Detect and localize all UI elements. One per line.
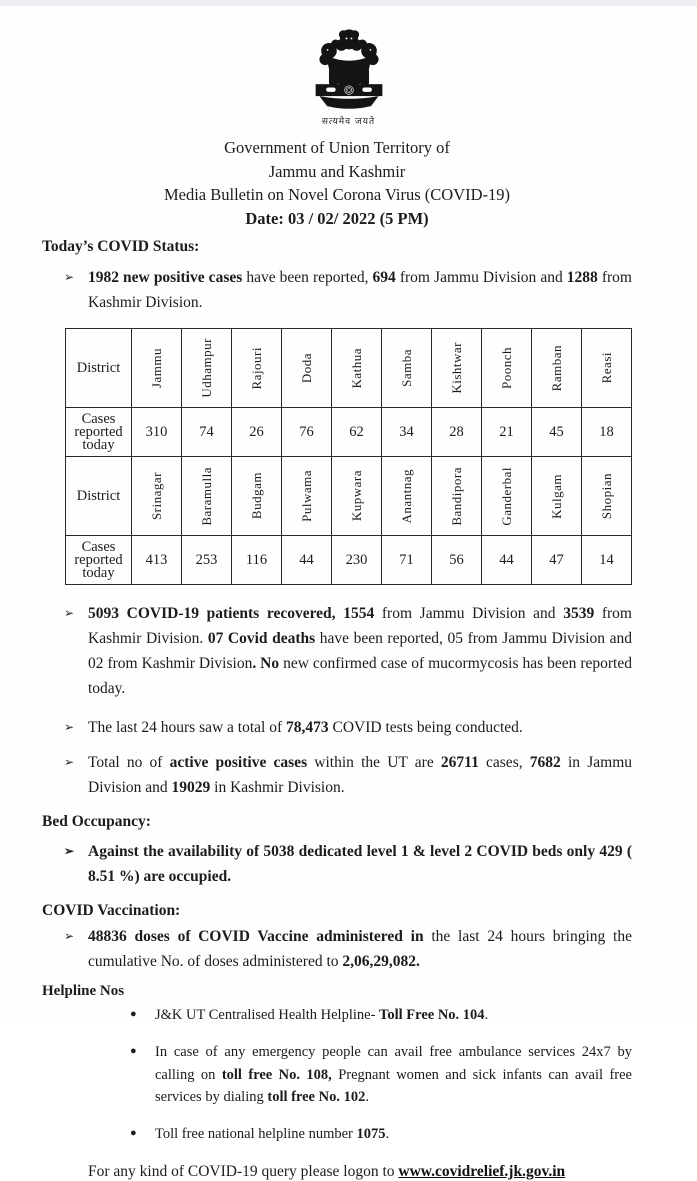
cases-cell: 45 (532, 408, 582, 457)
satyameva-jayate-motto: सत्यमेव जयते (321, 117, 376, 127)
cases-cell: 62 (332, 408, 382, 457)
recovered-deaths-text: 5093 COVID-19 patients recovered, 1554 from Jammu Division and 3539 from Kashmir Division. 07 Covid deaths have been reported, 05 from Jammu Division and 02 from Kashmir Division. No new confirmed case of mucormycosis has been reported today. (88, 605, 632, 697)
cases-cell: 116 (232, 536, 282, 585)
org-name-line2: Jammu and Kashmir (268, 161, 406, 181)
jammu-division-cases-row (66, 408, 632, 457)
covidrelief-link[interactable]: www.covidrelief.jk.gov.in (398, 1162, 566, 1180)
kashmir-division-district-header-row (66, 457, 632, 536)
district-cell: Bandipora (432, 457, 482, 536)
cases-cell: 44 (482, 536, 532, 585)
cases-reported-label: Cases reported today (66, 408, 132, 457)
tests-bullet (42, 715, 632, 740)
district-cell: Kishtwar (432, 329, 482, 408)
dot-bullet-icon: ● (130, 1008, 137, 1020)
district-cell: Ramban (532, 329, 582, 408)
vaccination-heading: COVID Vaccination: (42, 902, 181, 919)
helpline-heading: Helpline Nos (42, 983, 125, 999)
arrow-bullet-icon: ➢ (64, 270, 75, 284)
bulletin-date: Date: 03 / 02/ 2022 (5 PM) (245, 208, 429, 228)
arrow-bullet-icon: ➢ (64, 755, 75, 769)
district-cell: Jammu (132, 329, 182, 408)
cases-cell: 28 (432, 408, 482, 457)
status-section-heading: Today’s COVID Status: (42, 238, 200, 255)
cases-cell: 230 (332, 536, 382, 585)
vaccination-text: 48836 doses of COVID Vaccine administered in the last 24 hours bringing the cumulative No. of doses administered to 2,06,29,082. (88, 928, 632, 970)
cases-cell: 34 (382, 408, 432, 457)
arrow-bullet-icon: ➢ (64, 720, 75, 734)
cases-reported-label: Cases reported today (66, 536, 132, 585)
org-name-line1: Government of Union Territory of (224, 138, 450, 157)
cases-cell: 44 (282, 536, 332, 585)
active-cases-text: Total no of active positive cases within the UT are 26711 cases, 7682 in Jammu Division and 19029 in Kashmir Division. (88, 754, 633, 796)
new-cases-bullet (42, 265, 632, 315)
arrow-bullet-icon: ➢ (64, 929, 75, 943)
cases-cell: 14 (582, 536, 632, 585)
cases-cell: 74 (182, 408, 232, 457)
district-cell: Budgam (232, 457, 282, 536)
district-cell: Poonch (482, 329, 532, 408)
active-cases-bullet (42, 750, 632, 800)
district-cell: Samba (382, 329, 432, 408)
cases-cell: 47 (532, 536, 582, 585)
footer-query-line (42, 1163, 632, 1181)
cases-cell: 18 (582, 408, 632, 457)
cases-cell: 76 (282, 408, 332, 457)
bed-occupancy-bullet (42, 839, 632, 889)
district-header-label: District (66, 457, 132, 536)
district-cell: Kathua (332, 329, 382, 408)
district-cell: Anantnag (382, 457, 432, 536)
district-header-label: District (66, 329, 132, 408)
district-cell: Kulgam (532, 457, 582, 536)
kashmir-division-cases-row (66, 536, 632, 585)
page-top-strip (0, 0, 697, 6)
district-cell: Reasi (582, 329, 632, 408)
arrow-bullet-icon: ➢ (64, 844, 75, 858)
bed-occupancy-heading: Bed Occupancy: (42, 813, 151, 830)
dot-bullet-icon: ● (130, 1127, 137, 1139)
district-cell: Shopian (582, 457, 632, 536)
new-cases-text: 1982 new positive cases have been reported, 694 from Jammu Division and 1288 from Kashmir Division. (88, 269, 632, 311)
district-cell: Baramulla (182, 457, 232, 536)
jammu-division-district-header-row (66, 329, 632, 408)
helpline-1075-text: Toll free national helpline number 1075. (155, 1126, 390, 1142)
district-cell: Rajouri (232, 329, 282, 408)
cases-cell: 413 (132, 536, 182, 585)
district-cell: Kupwara (332, 457, 382, 536)
document-header (0, 136, 697, 230)
district-cases-table (65, 328, 632, 585)
helpline-item-104 (42, 1004, 632, 1027)
district-cell: Udhampur (182, 329, 232, 408)
district-cell: Srinagar (132, 457, 182, 536)
ashoka-lion-capital-icon (301, 26, 397, 108)
cases-cell: 71 (382, 536, 432, 585)
vaccination-bullet (42, 924, 632, 974)
dot-bullet-icon: ● (130, 1045, 137, 1057)
helpline-108-102-text: In case of any emergency people can avail free ambulance services 24x7 by calling on toll free No. 108, Pregnant women and sick infants can avail free services by dialing toll free No. 102. (155, 1044, 632, 1105)
recovered-deaths-bullet (42, 601, 632, 701)
cases-cell: 310 (132, 408, 182, 457)
district-cell: Ganderbal (482, 457, 532, 536)
bulletin-title: Media Bulletin on Novel Corona Virus (COVID-19) (163, 185, 511, 204)
helpline-104-text: J&K UT Centralised Health Helpline- Toll Free No. 104. (155, 1007, 489, 1023)
district-cell: Doda (282, 329, 332, 408)
emblem-block (0, 26, 697, 127)
arrow-bullet-icon: ➢ (64, 606, 75, 620)
helpline-item-1075 (42, 1123, 632, 1146)
bed-occupancy-text: Against the availability of 5038 dedicated level 1 & level 2 COVID beds only 429 ( 8.51 %) are occupied. (88, 843, 632, 885)
helpline-item-108-102 (42, 1041, 632, 1109)
footer-query-text: For any kind of COVID-19 query please logon to (88, 1162, 399, 1180)
cases-cell: 56 (432, 536, 482, 585)
cases-cell: 26 (232, 408, 282, 457)
district-cell: Pulwama (282, 457, 332, 536)
cases-cell: 21 (482, 408, 532, 457)
cases-cell: 253 (182, 536, 232, 585)
tests-text: The last 24 hours saw a total of 78,473 COVID tests being conducted. (88, 719, 523, 736)
